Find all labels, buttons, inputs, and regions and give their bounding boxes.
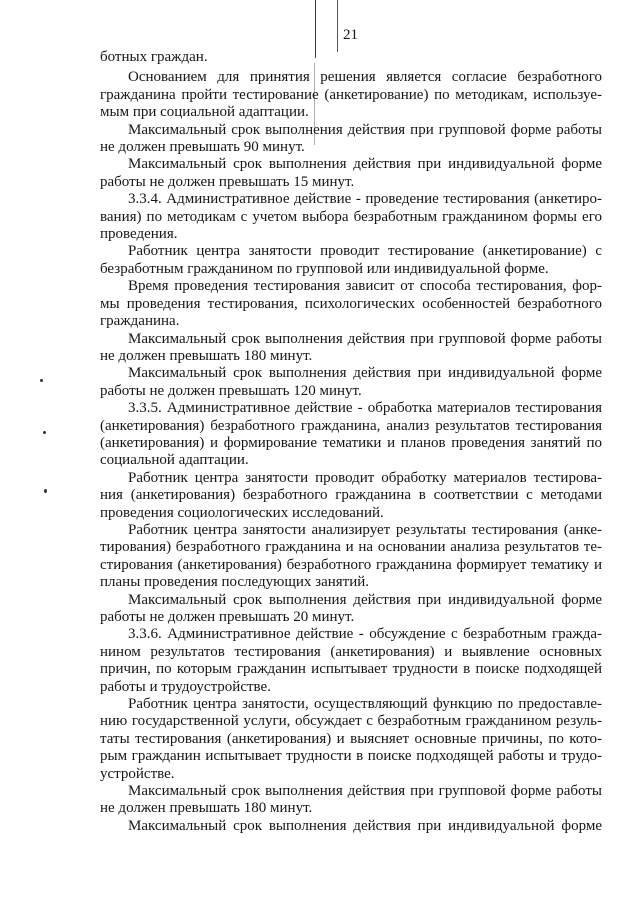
text-line: рым гражданин испытывает трудности в поиске подходящей работы и трудо- — [100, 748, 602, 765]
text-line: вания) по методикам с учетом выбора безработным гражданином формы его — [100, 208, 602, 225]
text-line: нию государственной услуги, обсуждает с безработным гражданином резуль- — [100, 713, 602, 730]
section-3-3-6-paragraph — [100, 626, 602, 696]
text-line: не должен превышать 90 минут. — [100, 139, 305, 156]
paragraph-max-time-individual — [100, 592, 602, 627]
text-line: ния (анкетирования) безработного гражданина в соответствии с методами — [100, 487, 602, 504]
paragraph-max-time-group — [100, 331, 602, 366]
text-line: 3.3.4. Административное действие - проведение тестирования (анкетиро- — [128, 191, 602, 208]
paragraph-basis-for-decision — [100, 69, 602, 121]
text-line: Работник центра занятости проводит обработку материалов тестирова- — [128, 469, 602, 486]
text-line: нином результатов тестирования (анкетирования) и выявление основных — [100, 643, 602, 660]
text-line: работы не должен превышать 120 минут. — [100, 382, 362, 399]
text-line: Максимальный срок выполнения действия при групповой форме работы — [128, 330, 602, 347]
paragraph — [100, 470, 602, 522]
text-line: Работник центра занятости, осуществляющий функцию по предоставле- — [128, 696, 602, 713]
text-line: не должен превышать 180 минут. — [100, 800, 313, 817]
text-line: Максимальный срок выполнения действия при групповой форме работы — [128, 121, 602, 138]
text-line: гражданина пройти тестирование (анкетирование) по методикам, используе- — [100, 86, 602, 103]
text-line: Максимальный срок выполнения действия при индивидуальной форме — [128, 817, 602, 834]
text-line: работы не должен превышать 20 минут. — [100, 609, 355, 625]
text-line: 3.3.6. Административное действие - обсуждение с безработным гражда- — [128, 626, 602, 643]
text-line: устройстве. — [100, 765, 175, 782]
document-body — [100, 49, 602, 835]
section-3-3-5-paragraph — [100, 400, 602, 470]
paragraph — [100, 522, 602, 592]
paragraph-continues-next-page — [100, 818, 602, 835]
text-line: ботных граждан. — [100, 49, 208, 65]
paragraph-max-time-individual — [100, 156, 602, 191]
scan-fold-line — [337, 0, 338, 52]
text-line: проведения социологических исследований. — [100, 504, 384, 521]
text-line: работы и трудоустройстве. — [100, 678, 271, 695]
section-3-3-4-paragraph — [100, 191, 602, 243]
paragraph — [100, 243, 602, 278]
text-line: социальной адаптации. — [100, 452, 249, 469]
scan-speck — [40, 379, 43, 382]
text-line: Максимальный срок выполнения действия при групповой форме работы — [128, 783, 602, 800]
text-line: гражданина. — [100, 313, 180, 330]
text-line: не должен превышать 180 минут. — [100, 347, 313, 364]
text-line: (анкетирования) безработного гражданина, анализ результатов тестирования — [100, 417, 602, 434]
text-line: тирования) безработного гражданина и на основании анализа результатов те- — [100, 539, 602, 556]
text-line: проведения. — [100, 226, 178, 243]
text-line: безработным гражданином по групповой или индивидуальной форме. — [100, 260, 549, 277]
text-line: мы проведения тестирования, психологических особенностей безработного — [100, 295, 602, 312]
text-line: Максимальный срок выполнения действия при индивидуальной форме — [128, 591, 602, 608]
text-line: Время проведения тестирования зависит от способа тестирования, фор- — [128, 278, 602, 295]
text-line: причин, по которым гражданин испытывает трудности в поиске подходящей — [100, 661, 602, 678]
text-line: стирования (анкетирования) безработного гражданина формирует тематику и — [100, 556, 602, 573]
paragraph — [100, 278, 602, 330]
text-line: мым при социальной адаптации. — [100, 104, 309, 121]
text-line: Максимальный срок выполнения действия при индивидуальной форме — [128, 365, 602, 382]
text-line: Основанием для принятия решения является согласие безработного — [128, 69, 602, 86]
scan-speck — [43, 431, 46, 434]
text-line: работы не должен превышать 15 минут. — [100, 173, 355, 190]
page-number: 21 — [343, 27, 358, 43]
text-line: Работник центра занятости анализирует результаты тестирования (анке- — [128, 521, 602, 538]
paragraph-max-time-group — [100, 122, 602, 157]
paragraph — [100, 696, 602, 783]
text-line: планы проведения последующих занятий. — [100, 574, 370, 591]
text-line: Работник центра занятости проводит тестирование (анкетирование) с — [128, 243, 602, 260]
paragraph-continuation — [100, 49, 602, 66]
paragraph-max-time-group — [100, 783, 602, 818]
paragraph-max-time-individual — [100, 365, 602, 400]
text-line: Максимальный срок выполнения действия при индивидуальной форме — [128, 156, 602, 173]
text-line: 3.3.5. Административное действие - обработка материалов тестирования — [128, 400, 602, 417]
text-line: (анкетирования) и формирование тематики и планов проведения занятий по — [100, 434, 602, 451]
text-line: таты тестирования (анкетирования) и выясняет основные причины, по кото- — [100, 730, 602, 747]
scan-speck — [44, 489, 47, 493]
